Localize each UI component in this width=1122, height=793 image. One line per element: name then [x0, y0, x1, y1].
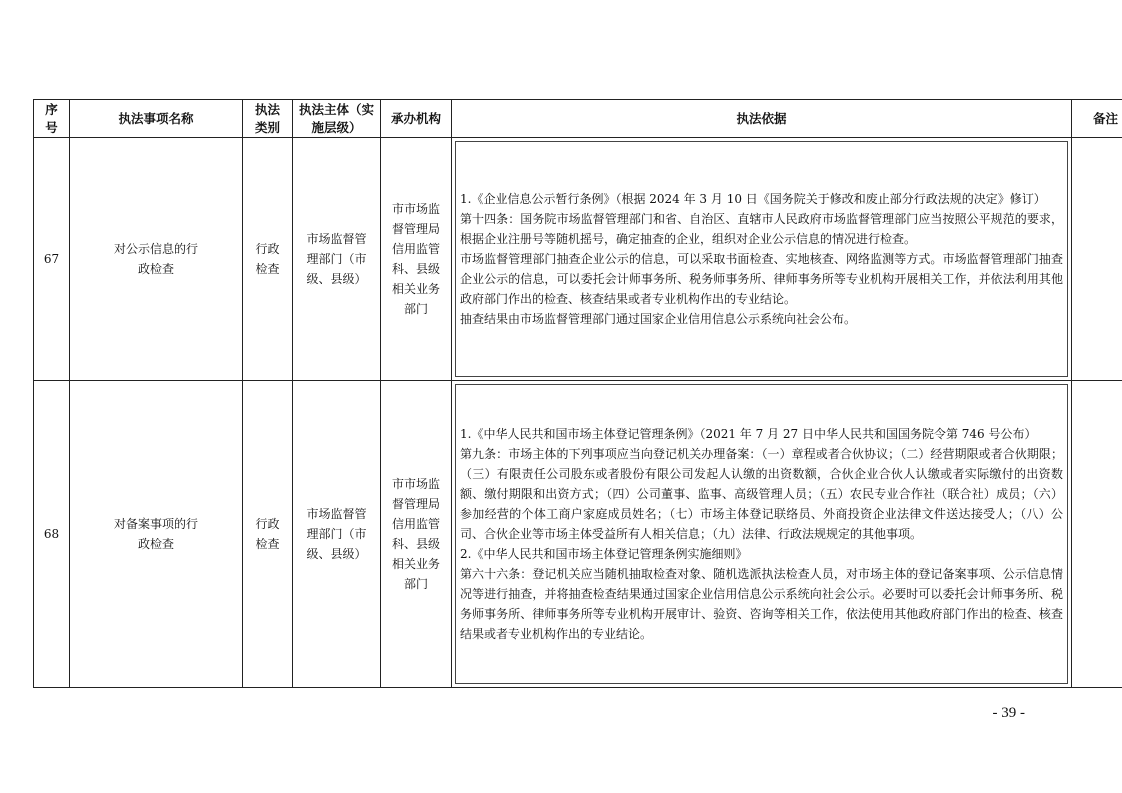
enforcement-table	[33, 99, 1122, 688]
basis-paragraph: 2.《中华人民共和国市场主体登记管理条例实施细则》	[460, 547, 748, 561]
basis-box	[455, 384, 1068, 684]
page-number: - 39 -	[992, 705, 1025, 721]
row-basis	[452, 138, 1072, 381]
row-seq: 68	[34, 381, 70, 688]
header-category: 执法类别	[243, 100, 293, 138]
row-remark	[1072, 138, 1122, 381]
row-subject-text: 市场监督管理部门（市级、县级）	[306, 232, 367, 286]
header-basis: 执法依据	[452, 100, 1072, 138]
header-row	[34, 100, 1122, 138]
row-item-name	[70, 138, 243, 381]
header-agency: 承办机构	[381, 100, 452, 138]
basis-paragraph: 1.《中华人民共和国市场主体登记管理条例》（2021 年 7 月 27 日中华人民共和国国务院令第 746 号公布）	[460, 427, 1037, 441]
basis-paragraph: 第十四条：国务院市场监督管理部门和省、自治区、直辖市人民政府市场监督管理部门应当按照公平规范的要求，根据企业注册号等随机摇号，确定抽查的企业，组织对企业公示信息的情况进行检查。	[460, 212, 1063, 246]
basis-box	[455, 141, 1068, 377]
row-remark	[1072, 381, 1122, 688]
row-category	[243, 381, 293, 688]
row-subject	[293, 381, 381, 688]
row-seq: 67	[34, 138, 70, 381]
row-subject	[293, 138, 381, 381]
basis-text	[460, 424, 1063, 644]
row-subject-text: 市场监督管理部门（市级、县级）	[306, 507, 367, 561]
row-agency-text: 市市场监督管理局信用监管科、县级相关业务部门	[391, 202, 440, 316]
header-subject: 执法主体（实施层级）	[293, 100, 381, 138]
table-row	[34, 381, 1122, 688]
basis-paragraph: 1.《企业信息公示暂行条例》（根据 2024 年 3 月 10 日《国务院关于修改和废止部分行政法规的决定》修订）	[460, 192, 1046, 206]
row-item-name-text: 对公示信息的行政检查	[113, 242, 198, 276]
row-agency	[381, 381, 452, 688]
table-row	[34, 138, 1122, 381]
basis-paragraph: 抽查结果由市场监督管理部门通过国家企业信用信息公示系统向社会公布。	[460, 312, 857, 326]
row-item-name	[70, 381, 243, 688]
row-category	[243, 138, 293, 381]
row-category-text: 行政检查	[255, 242, 280, 276]
header-seq: 序号	[34, 100, 70, 138]
basis-paragraph: 第六十六条：登记机关应当随机抽取检查对象、随机选派执法检查人员，对市场主体的登记备案事项、公示信息情况等进行抽查，并将抽查检查结果通过国家企业信用信息公示系统向社会公示。必要时可以委托会计师事务所、税务师事务所、律师事务所等专业机构开展审计、验资、咨询等相关工作，依法使用其他政府部门作出的检查、核查结果或者专业机构作出的专业结论。	[460, 567, 1063, 641]
header-remark: 备注	[1072, 100, 1122, 138]
row-category-text: 行政检查	[255, 517, 280, 551]
basis-paragraph: 市场监督管理部门抽查企业公示的信息，可以采取书面检查、实地核查、网络监测等方式。市场监督管理部门抽查企业公示的信息，可以委托会计师事务所、税务师事务所、律师事务所等专业机构开展相关工作，并依法利用其他政府部门作出的检查、核查结果或者专业机构作出的专业结论。	[460, 252, 1063, 306]
header-item-name: 执法事项名称	[70, 100, 243, 138]
row-agency-text: 市市场监督管理局信用监管科、县级相关业务部门	[391, 477, 440, 591]
row-basis	[452, 381, 1072, 688]
row-item-name-text: 对备案事项的行政检查	[113, 517, 198, 551]
basis-paragraph: 第九条：市场主体的下列事项应当向登记机关办理备案：（一）章程或者合伙协议；（二）经营期限或者合伙期限；（三）有限责任公司股东或者股份有限公司发起人认缴的出资数额，合伙企业合伙人认缴或者实际缴付的出资数额、缴付期限和出资方式；（四）公司董事、监事、高级管理人员；（五）农民专业合作社（联合社）成员；（六）参加经营的个体工商户家庭成员姓名；（七）市场主体登记联络员、外商投资企业法律文件送达接受人；（八）公司、合伙企业等市场主体受益所有人相关信息；（九）法律、行政法规规定的其他事项。	[460, 447, 1063, 541]
row-agency	[381, 138, 452, 381]
basis-text	[460, 189, 1063, 329]
